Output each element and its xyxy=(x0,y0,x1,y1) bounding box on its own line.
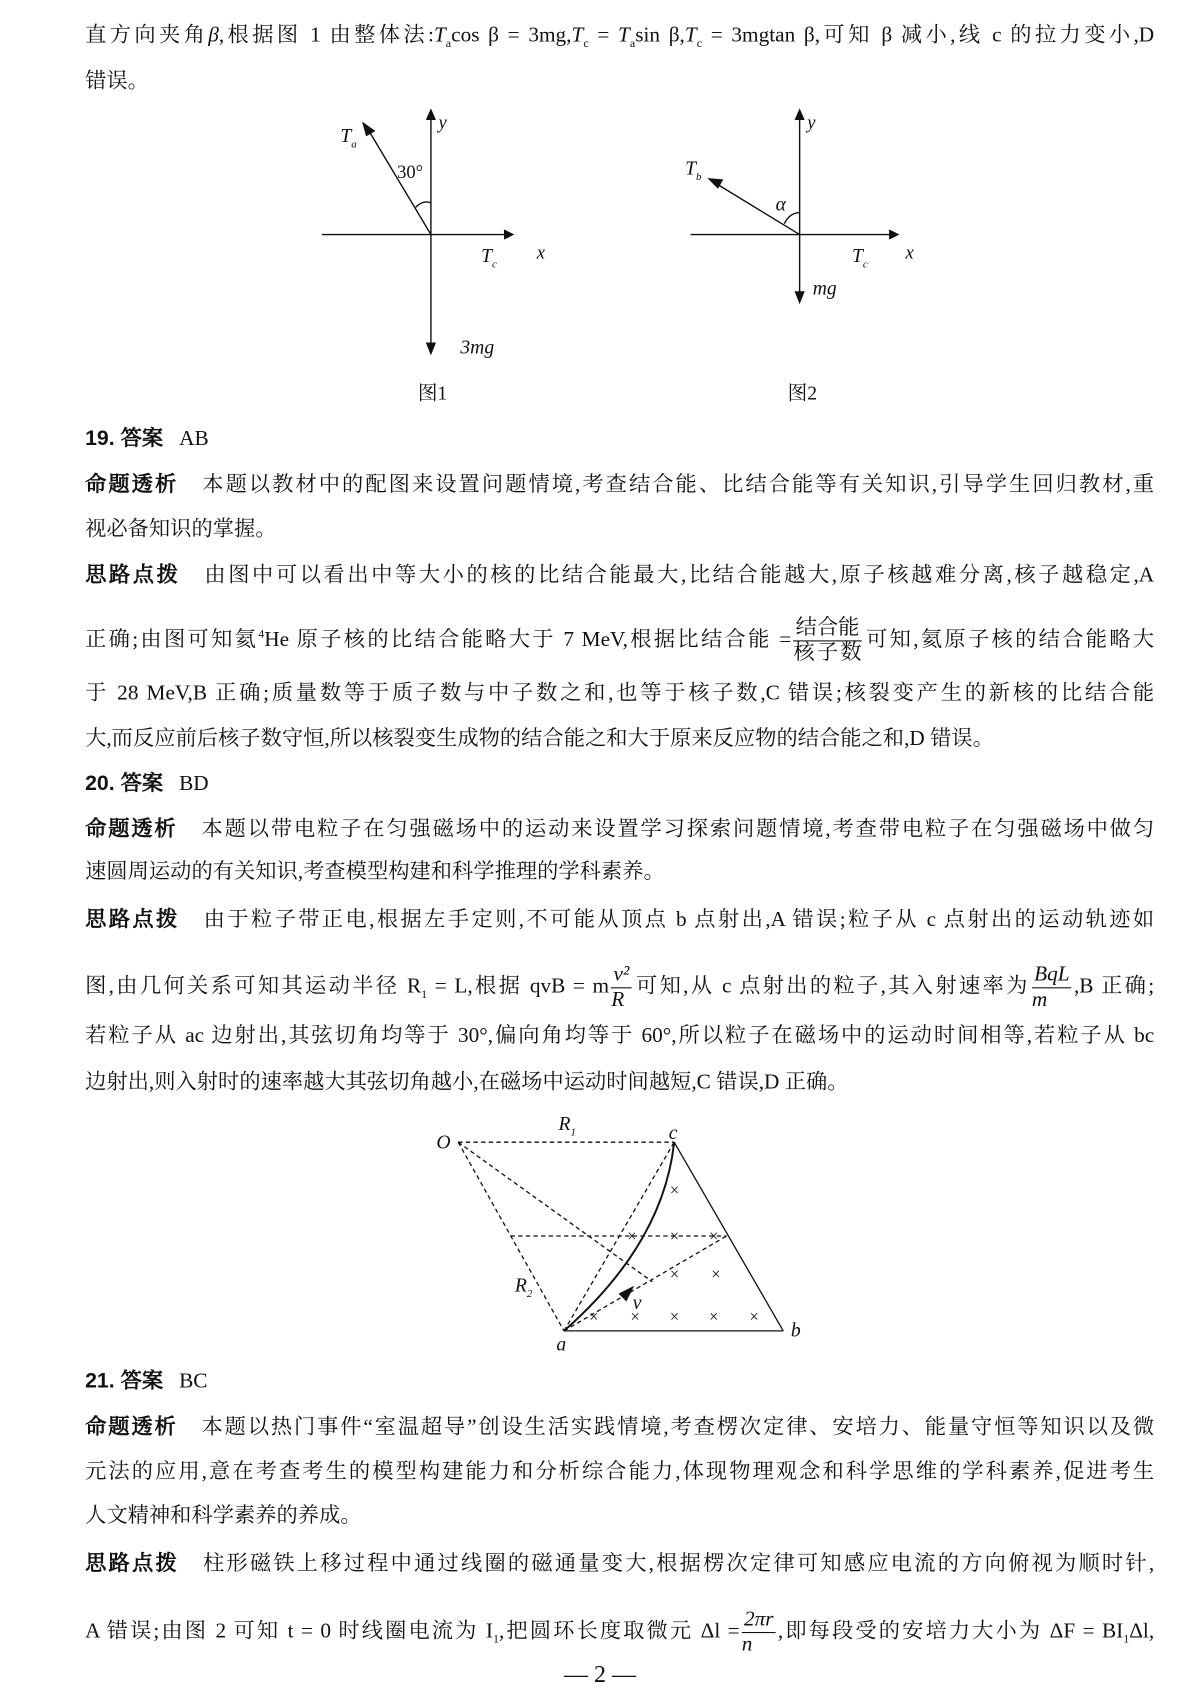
answer: BD xyxy=(179,772,209,796)
section-heading: 思路点拨 xyxy=(85,1551,179,1576)
text: 1 xyxy=(1123,1632,1130,1647)
text: 正确;由图可知氦 xyxy=(85,628,259,652)
text-line: 人文精神和科学素养的养成。 xyxy=(85,1504,362,1528)
text: a xyxy=(445,36,452,51)
q21-answer-line xyxy=(85,1367,1154,1396)
question-number: 20. 答案 xyxy=(85,771,164,796)
figure-2-force-diagram xyxy=(676,104,938,420)
numerator: 2πr xyxy=(742,1608,776,1633)
angle-label: α xyxy=(775,194,786,216)
velocity-label: v xyxy=(632,1293,642,1315)
point-o-label: O xyxy=(436,1132,451,1154)
text: sin β, xyxy=(635,23,685,47)
section-heading: 命题透析 xyxy=(85,817,178,842)
numerator: BqL xyxy=(1032,963,1072,988)
denominator: R xyxy=(611,988,625,1012)
y-axis-label: y xyxy=(807,112,816,134)
text-line xyxy=(85,1549,1154,1578)
text: 1 xyxy=(421,988,428,1002)
svg-text:×: × xyxy=(589,1307,599,1327)
question-number: 21. 答案 xyxy=(85,1369,164,1394)
text-line xyxy=(85,905,1154,934)
page-number: — 2 — xyxy=(563,1660,636,1688)
fraction xyxy=(742,1608,776,1657)
label-tb: $T_b$ xyxy=(685,158,702,183)
text-line: 边射出,则入射时的速率越大其弦切角越小,在磁场中运动时间越短,C 错误,D 正确。 xyxy=(85,1071,849,1095)
text-line xyxy=(85,1413,1154,1442)
text: T xyxy=(684,23,697,47)
weight-label: mg xyxy=(812,278,837,300)
text: He 原子核的比结合能略大于 7 MeV,根据比结合能 = xyxy=(264,628,792,652)
text: 由于粒子带正电,根据左手定则,不可能从顶点 b 点射出,A 错误;粒子从 c 点射出的运动轨迹如 xyxy=(203,908,1155,932)
text: c xyxy=(583,36,589,51)
text-line: 元法的应用,意在考查考生的模型构建能力和分析综合能力,体现物理观念和科学思维的学科素养,促进考生 xyxy=(85,1460,1155,1484)
text: ,把圆环长度取微元 Δl = xyxy=(499,1619,740,1643)
text: 可知,氦原子核的结合能略大 xyxy=(863,628,1155,652)
text: T xyxy=(618,23,630,47)
text-line: 错误。 xyxy=(85,69,149,93)
figure-3-magnetic-field-diagram xyxy=(415,1102,830,1364)
text-line xyxy=(85,616,1154,665)
svg-text:×: × xyxy=(709,1307,719,1327)
figure-1-force-diagram xyxy=(305,104,567,420)
text: 4 xyxy=(258,627,265,641)
text: a xyxy=(629,36,636,51)
text: = L,根据 qvB = m xyxy=(427,975,610,999)
text-line xyxy=(85,22,1154,58)
svg-text:×: × xyxy=(669,1307,680,1327)
text-line: 若粒子从 ac 边射出,其弦切角均等于 30°,偏向角均等于 60°,所以粒子在磁场中的运动时间相等,若粒子从 bc xyxy=(85,1024,1155,1048)
x-axis-label: x xyxy=(536,242,545,264)
text: ,B 正确; xyxy=(1073,975,1155,999)
answer: AB xyxy=(179,427,209,451)
text-line: 于 28 MeV,B 正确;质量数等于质子数与中子数之和,也等于核子数,C 错误;核裂变产生的新核的比结合能 xyxy=(85,681,1155,705)
section-heading: 命题透析 xyxy=(85,1414,178,1439)
text: β xyxy=(208,23,219,47)
magnetic-field-crosses xyxy=(589,1181,759,1327)
text: 本题以教材中的配图来设置问题情境,考查结合能、比结合能等有关知识,引导学生回归教材,重 xyxy=(202,473,1155,497)
fraction xyxy=(611,963,631,1012)
svg-text:×: × xyxy=(749,1307,759,1327)
svg-text:×: × xyxy=(627,1226,637,1246)
text-line: 大,而反应前后核子数守恒,所以核裂变生成物的结合能之和大于原来反应物的结合能之和,D 错误。 xyxy=(85,727,994,751)
svg-text:×: × xyxy=(669,1180,680,1200)
denominator: 核子数 xyxy=(793,641,862,665)
label-ta: $T_a$ xyxy=(340,125,357,151)
denominator: n xyxy=(741,1633,753,1656)
y-axis-label: y xyxy=(438,112,447,134)
text: 本题以热门事件“室温超导”创设生活实践情境,考查楞次定律、安培力、能量守恒等知识以及微 xyxy=(201,1415,1155,1439)
text-line xyxy=(85,1608,1154,1657)
text: 柱形磁铁上移过程中通过线圈的磁通量变大,根据楞次定律可知感应电流的方向俯视为顺时针, xyxy=(202,1552,1155,1576)
section-heading: 思路点拨 xyxy=(85,907,180,932)
figure-caption: 图2 xyxy=(787,383,818,405)
text-line xyxy=(85,815,1154,844)
numerator: 结合能 xyxy=(793,616,861,641)
svg-text:×: × xyxy=(711,1264,721,1284)
text: ,即每段受的安培力大小为 ΔF = BI xyxy=(777,1619,1124,1643)
figure-caption: 图1 xyxy=(417,383,448,405)
text: = 3mgtan β, xyxy=(702,23,821,47)
text: 可知,从 c 点射出的粒子,其入射速率为 xyxy=(633,975,1030,999)
svg-text:×: × xyxy=(630,1307,640,1327)
label-tc: $T_c$ xyxy=(481,245,497,271)
q20-answer-line xyxy=(85,769,1154,798)
text: 1 xyxy=(493,1632,500,1647)
text: Δl, xyxy=(1129,1619,1155,1643)
point-b-label: b xyxy=(790,1320,801,1342)
svg-text:×: × xyxy=(669,1264,680,1284)
r2-label: $R_2$ xyxy=(514,1275,533,1301)
fraction xyxy=(793,616,861,665)
text: 可知 β 减小,线 c 的拉力变小,D xyxy=(820,23,1155,47)
text: cos β = 3mg, xyxy=(451,23,572,47)
r1-label: $R_1$ xyxy=(558,1114,576,1139)
label-tc: $T_c$ xyxy=(851,245,868,271)
text: 由图中可以看出中等大小的核的比结合能最大,比结合能越大,原子核越难分离,核子越稳定,A xyxy=(204,563,1155,587)
text: = xyxy=(588,23,619,47)
question-number: 19. 答案 xyxy=(85,426,164,451)
text: A 错误;由图 2 可知 t = 0 时线圈电流为 I xyxy=(85,1619,494,1643)
numerator: v² xyxy=(611,963,631,988)
svg-text:×: × xyxy=(709,1226,719,1246)
text: 图,由几何关系可知其运动半径 R xyxy=(85,975,422,999)
text-line xyxy=(85,561,1154,590)
text: ,根据图 1 由整体法: xyxy=(218,23,434,47)
text: 本题以带电粒子在匀强磁场中的运动来设置学习探索问题情境,考查带电粒子在匀强磁场中做匀 xyxy=(201,818,1155,842)
section-heading: 思路点拨 xyxy=(85,562,181,587)
weight-label: 3mg xyxy=(460,337,495,359)
svg-text:×: × xyxy=(669,1226,680,1246)
section-heading: 命题透析 xyxy=(85,472,179,497)
text: T xyxy=(433,23,446,47)
text-line: 视必备知识的掌握。 xyxy=(85,518,277,542)
fraction xyxy=(1032,963,1072,1012)
text-line: 速圆周运动的有关知识,考查模型构建和科学推理的学科素养。 xyxy=(85,860,665,884)
text: 直方向夹角 xyxy=(85,23,209,47)
angle-label: 30° xyxy=(397,161,424,183)
point-a-label: a xyxy=(556,1334,567,1356)
q19-answer-line xyxy=(85,424,1154,453)
answer: BC xyxy=(179,1370,208,1394)
text: T xyxy=(571,23,584,47)
point-c-label: c xyxy=(668,1122,678,1144)
text-line xyxy=(85,470,1154,499)
x-axis-label: x xyxy=(905,242,914,264)
denominator: m xyxy=(1031,988,1048,1012)
text: c xyxy=(696,36,703,51)
text-line xyxy=(85,963,1154,1012)
